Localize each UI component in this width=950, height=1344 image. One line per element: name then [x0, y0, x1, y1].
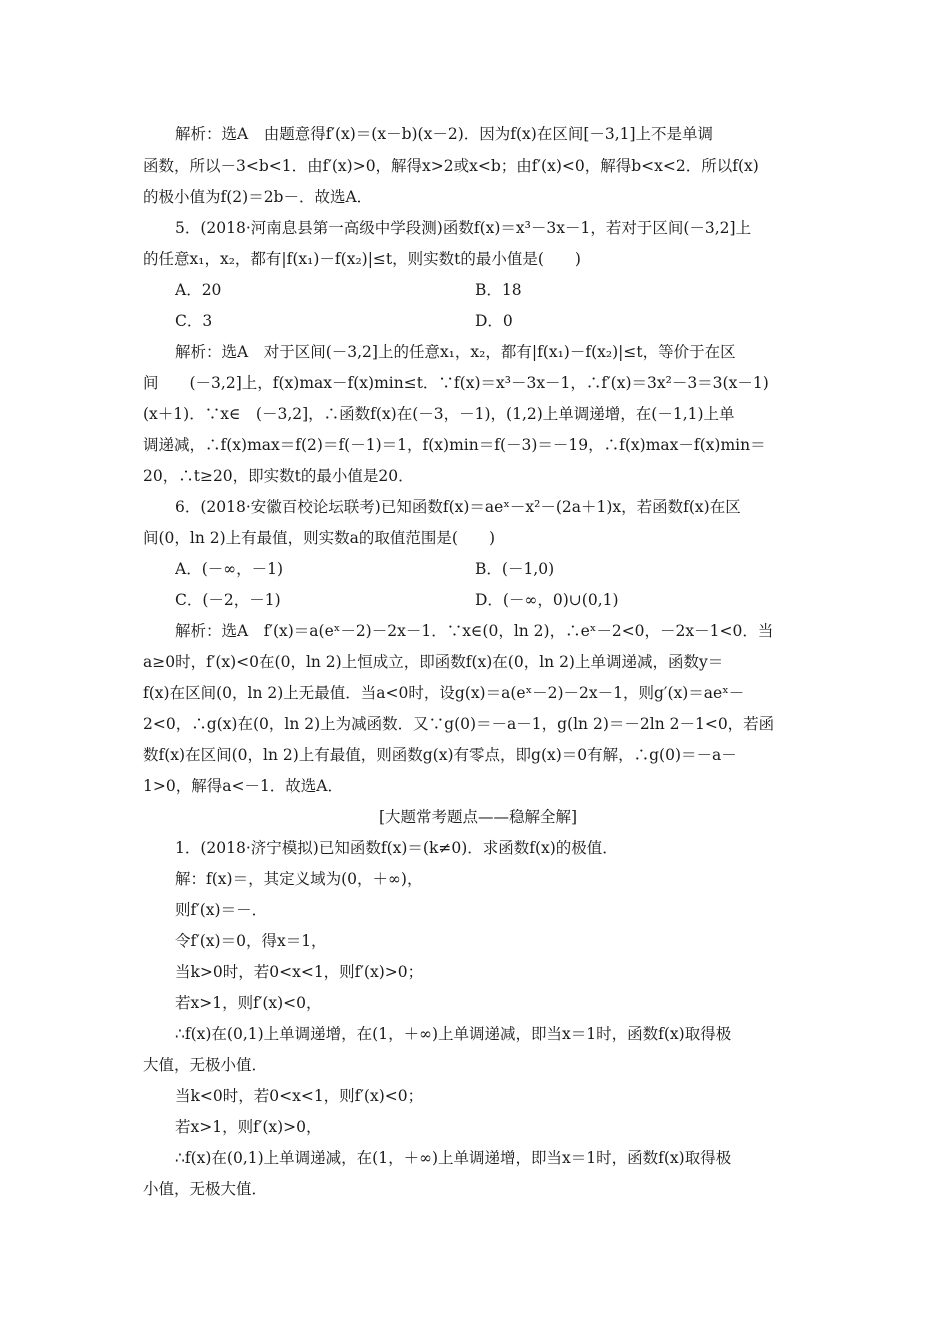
question-5: 5．(2018·河南息县第一高级中学段测)函数f(x)＝x³－3x－1，若对于区间(－3,2]上 [175, 219, 752, 237]
text-line: 解析：选A 对于区间(－3,2]上的任意x₁，x₂，都有|f(x₁)－f(x₂)|≤t，等价于在区 [175, 343, 736, 361]
text-line: 函数，所以－3<b<1．由f′(x)>0，解得x>2或x<b；由f′(x)<0，解得b<x<2．所以f(x) [143, 157, 759, 175]
text-line: 解析：选A f′(x)＝a(eˣ－2)－2x－1．∵x∈(0，ln 2)，∴eˣ－2<0，－2x－1<0．当 [175, 622, 774, 640]
text-line: ∴f(x)在(0,1)上单调递减，在(1，＋∞)上单调递增，即当x＝1时，函数f(x)取得极 [175, 1149, 732, 1167]
text-line: 20，∴t≥20，即实数t的最小值是20． [143, 467, 414, 485]
text-line: 1>0，解得a<－1．故选A． [143, 777, 343, 795]
text-line: 解：f(x)＝，其定义域为(0，＋∞)， [175, 870, 423, 888]
option-d: D．0 [475, 312, 513, 330]
text-line: 间 (－3,2]上，f(x)max－f(x)min≤t．∵f(x)＝x³－3x－1，∴f′(x)＝3x²－3＝3(x－1) [143, 374, 769, 392]
text-line: 数f(x)在区间(0，ln 2)上有最值，则函数g(x)有零点，即g(x)＝0有解，∴g(0)＝－a－ [143, 746, 737, 764]
option-a: A．20 [175, 281, 222, 299]
text-line: 令f′(x)＝0，得x＝1， [175, 932, 327, 950]
text-line: 的任意x₁，x₂，都有|f(x₁)－f(x₂)|≤t，则实数t的最小值是( ) [143, 250, 581, 268]
text-line: (x＋1)．∵x∈ (－3,2]，∴函数f(x)在(－3，－1)，(1,2)上单调递增，在(－1,1)上单 [143, 405, 735, 423]
question-1: 1．(2018·济宁模拟)已知函数f(x)＝(k≠0)．求函数f(x)的极值． [175, 839, 618, 857]
text-line: 当k<0时，若0<x<1，则f′(x)<0； [175, 1087, 424, 1105]
option-b: B．(－1,0) [475, 560, 555, 578]
text-line: 调递减，∴f(x)max＝f(2)＝f(－1)＝1，f(x)min＝f(－3)＝－19，∴f(x)max－f(x)min＝ [143, 436, 766, 454]
option-d: D．(－∞，0)∪(0,1) [475, 591, 619, 609]
text-line: f(x)在区间(0，ln 2)上无最值．当a<0时，设g(x)＝a(eˣ－2)－2x－1，则g′(x)＝aeˣ－ [143, 684, 745, 702]
text-line: 小值，无极大值． [143, 1180, 268, 1198]
text-line: 间(0，ln 2)上有最值，则实数a的取值范围是( ) [143, 529, 496, 547]
option-a: A．(－∞，－1) [175, 560, 284, 578]
text-line: 的极小值为f(2)＝2b－．故选A． [143, 188, 373, 206]
text-line: 解析：选A 由题意得f′(x)＝(x－b)(x－2)．因为f(x)在区间[－3,1]上不是单调 [175, 125, 714, 143]
option-c: C．3 [175, 312, 213, 330]
question-6: 6．(2018·安徽百校论坛联考)已知函数f(x)＝aeˣ－x²－(2a＋1)x，若函数f(x)在区 [175, 498, 741, 516]
text-line: 若x>1，则f′(x)<0， [175, 994, 322, 1012]
option-c: C．(－2，－1) [175, 591, 281, 609]
text-line: ∴f(x)在(0,1)上单调递增，在(1，＋∞)上单调递减，即当x＝1时，函数f(x)取得极 [175, 1025, 732, 1043]
text-line: 2<0，∴g(x)在(0，ln 2)上为减函数．又∵g(0)＝－a－1，g(ln 2)＝－2ln 2－1<0，若函 [143, 715, 775, 733]
text-line: 则f′(x)＝－． [175, 901, 268, 919]
text-line: 当k>0时，若0<x<1，则f′(x)>0； [175, 963, 424, 981]
section-heading: [大题常考题点——稳解全解] [378, 808, 578, 826]
text-line: 大值，无极小值． [143, 1056, 268, 1074]
option-b: B．18 [475, 281, 522, 299]
text-line: 若x>1，则f′(x)>0， [175, 1118, 322, 1136]
text-line: a≥0时，f′(x)<0在(0，ln 2)上恒成立，即函数f(x)在(0，ln 2)上单调递减，函数y＝ [143, 653, 724, 671]
